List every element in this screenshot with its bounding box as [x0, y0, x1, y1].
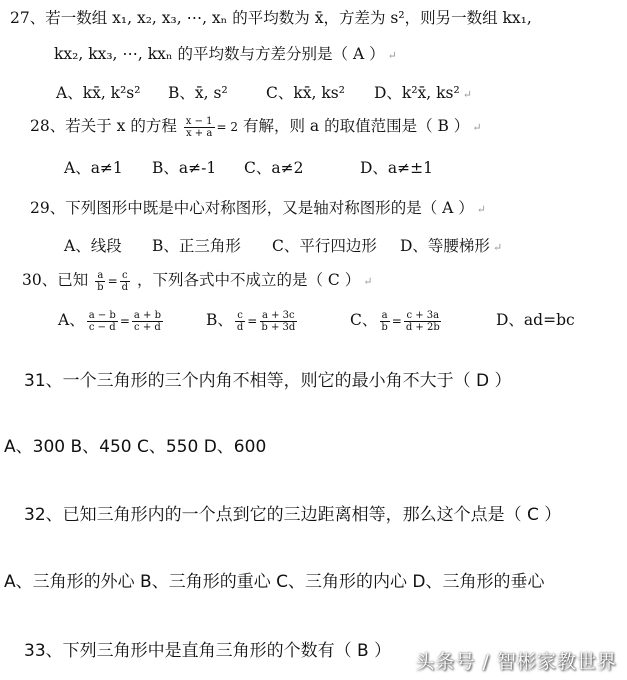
- question-31-stem: 31、一个三角形的三个内角不相等，则它的最小角不大于（ D ）: [24, 371, 512, 391]
- question-27-line-1: [10, 6, 532, 28]
- equals-two: = 2: [216, 120, 239, 134]
- option-a: A、kx̄, k²s²: [56, 84, 141, 102]
- question-28-stem-cont: 有解，则 a 的取值范围是（ B ）: [242, 117, 470, 135]
- question-27-options: [56, 81, 472, 103]
- question-32-options: [4, 567, 544, 592]
- fraction: [132, 310, 163, 333]
- question-30-stem-cont: ，下列各式中不成立的是（ C ）: [136, 271, 361, 289]
- option-b: B、x̄, s²: [168, 84, 228, 102]
- return-mark: ↵: [472, 121, 482, 134]
- question-33-line: [24, 636, 391, 661]
- numerator: x − 1: [185, 115, 213, 127]
- question-29-line: [30, 196, 486, 218]
- option-a: [58, 308, 206, 333]
- numerator: c + 3a: [406, 309, 440, 321]
- question-32-option-list: A、三角形的外心 B、三角形的重心 C、三角形的内心 D、三角形的垂心: [4, 572, 545, 592]
- return-mark: ↵: [462, 88, 472, 101]
- question-28-options: [64, 156, 433, 178]
- numerator: a: [97, 269, 104, 281]
- question-32-stem: 32、已知三角形内的一个点到它的三边距离相等，那么这个点是（ C ）: [24, 505, 562, 525]
- option-d: D、k²x̄, ks²: [374, 84, 460, 102]
- option-c: [350, 308, 496, 333]
- denominator: d: [121, 281, 129, 293]
- denominator: d: [236, 321, 244, 333]
- question-30-line: [22, 268, 372, 293]
- question-31-options: [4, 432, 266, 457]
- option-a: A、a≠1: [64, 159, 123, 177]
- question-32-line: [24, 500, 561, 525]
- fraction: [95, 270, 105, 293]
- fraction: [184, 116, 215, 139]
- fraction: [120, 270, 130, 293]
- option-a: A、线段: [64, 237, 122, 255]
- question-27-stem-cont: kx₂, kx₃, ⋯, kxₙ 的平均数与方差分别是（ A ）: [54, 45, 385, 63]
- fraction: [259, 310, 297, 333]
- equals-sign: =: [107, 274, 118, 288]
- denominator: c + d: [134, 321, 161, 333]
- denominator: x + a: [185, 127, 213, 139]
- option-c: C、kx̄, ks²: [266, 84, 345, 102]
- numerator: a + 3c: [261, 309, 295, 321]
- numerator: a − b: [88, 309, 116, 321]
- denominator: b: [381, 321, 388, 333]
- fraction: [87, 310, 118, 333]
- denominator: c − d: [88, 321, 116, 333]
- question-27-line-2: [54, 42, 397, 64]
- fraction: [379, 310, 389, 333]
- option-b: [206, 308, 350, 333]
- option-label: A、: [58, 311, 85, 329]
- question-30-options: [58, 308, 575, 333]
- option-c: C、a≠2: [244, 159, 304, 177]
- return-mark: ↵: [363, 275, 373, 288]
- question-31-line: [24, 366, 512, 391]
- question-30-stem: 30、已知: [22, 271, 89, 289]
- fraction: [235, 310, 245, 333]
- numerator: c: [122, 269, 128, 281]
- question-28-stem: 28、若关于 x 的方程: [30, 117, 177, 135]
- option-label: B、: [206, 311, 233, 329]
- return-mark: ↵: [387, 49, 397, 62]
- equals-sign: =: [247, 314, 258, 328]
- question-29-stem: 29、下列图形中既是中心对称图形，又是轴对称图形的是（ A ）: [30, 199, 474, 217]
- numerator: c: [237, 309, 243, 321]
- question-28-line: [30, 114, 482, 139]
- option-d: D、a≠±1: [360, 159, 434, 177]
- return-mark: ↵: [476, 203, 486, 216]
- option-d: D、ad=bc: [496, 311, 575, 329]
- denominator: d + 2b: [405, 321, 440, 333]
- watermark: 头条号 / 智彬家教世界: [415, 651, 617, 673]
- question-33-stem: 33、下列三角形中是直角三角形的个数有（ B ）: [24, 641, 392, 661]
- option-label: C、: [350, 311, 378, 329]
- denominator: b + 3d: [261, 321, 296, 333]
- numerator: a + b: [133, 309, 161, 321]
- question-31-option-list: A、300 B、450 C、550 D、600: [4, 437, 267, 457]
- question-27-stem: 27、若一数组 x₁, x₂, x₃, ⋯, xₙ 的平均数为 x̄，方差为 s²，则另一数组 kx₁,: [10, 9, 532, 27]
- option-b: B、a≠-1: [152, 159, 217, 177]
- return-mark: ↵: [492, 241, 503, 254]
- question-29-options: [64, 234, 502, 256]
- numerator: a: [381, 309, 388, 321]
- option-b: B、正三角形: [152, 237, 241, 255]
- equals-sign: =: [391, 314, 402, 328]
- denominator: b: [97, 281, 104, 293]
- equals-sign: =: [119, 314, 130, 328]
- fraction: [404, 310, 442, 333]
- option-c: C、平行四边形: [272, 237, 377, 255]
- option-d: D、等腰梯形: [400, 237, 490, 255]
